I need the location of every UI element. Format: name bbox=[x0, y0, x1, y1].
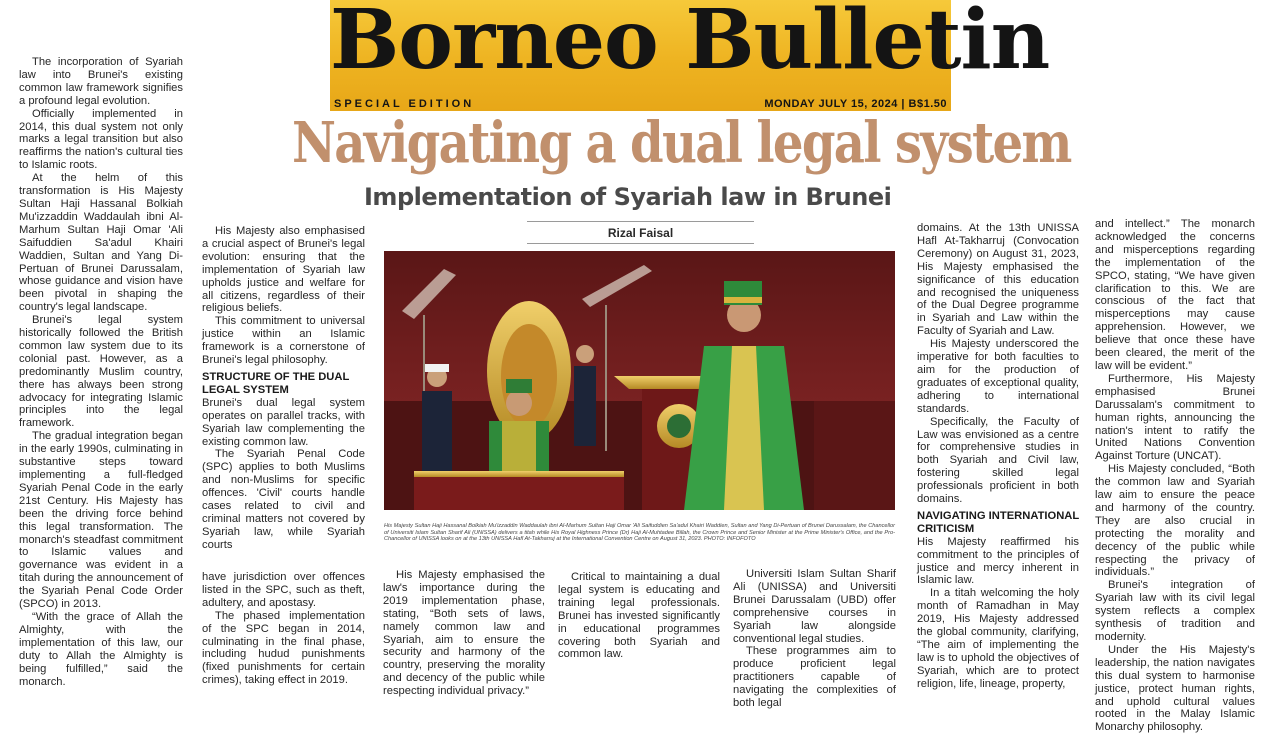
paragraph: His Majesty underscored the imperative for both faculties to aim for the production of graduates of exceptional quality, adhering to international standards. bbox=[917, 338, 1079, 415]
masthead bbox=[330, 0, 1050, 111]
paragraph: Critical to maintaining a dual legal system is educating and training legal professionals. Brunei has invested significantly in educational programmes covering both Syariah and common law. bbox=[558, 571, 720, 661]
article-column-3 bbox=[383, 569, 545, 698]
byline-rule-bottom bbox=[527, 243, 754, 244]
photo-caption: His Majesty Sultan Haji Hassanal Bolkiah Mu'izzaddin Waddaulah ibni Al-Marhum Sultan Haji Omar 'Ali Saifuddien Sa'adul Khairi Waddien, Sultan and Yang Di-Pertuan of Brunei Darussalam, the Chancellor of Universiti Islam Sultan Sharif Ali (UNISSA) delivers a titah while His Royal Highness Prince (Dr) Haji Al-Muhtadee Billah, the Crown Prince and Senior Minister at the Prime Minister's Office, and the Pro-Chancellor of UNISSA looks on at the 13th UNISSA Hafl At-Takharruj at the International Convention Centre on August 31, 2023. PHOTO: INFOFOTO bbox=[384, 523, 895, 543]
paragraph: domains. At the 13th UNISSA Hafl At-Takharruj (Convocation Ceremony) on August 31, 2023, His Majesty emphasised the significance of this education and recognised the uniqueness of the Dual Degree programme in Syariah and Law within the Faculty of Syariah and Law. bbox=[917, 222, 1079, 338]
byline: Rizal Faisal bbox=[607, 226, 674, 240]
section-heading-criticism: NAVIGATING INTERNATIONAL CRITICISM bbox=[917, 509, 1080, 535]
paragraph: The incorporation of Syariah law into Brunei's existing common law framework signifies a profound legal evolution. bbox=[19, 56, 183, 107]
headline: Navigating a dual legal system bbox=[292, 110, 1071, 176]
paragraph: Officially implemented in 2014, this dual system not only marks a legal transition but also reaffirms the nation's cultural ties to Islamic roots. bbox=[19, 107, 183, 172]
paragraph: Brunei's integration of Syariah law with its civil legal system reflects a complex synthesis of tradition and modernity. bbox=[1095, 579, 1255, 643]
paragraph: The gradual integration began in the early 1990s, culminating in substantive steps toward implementing a full-fledged Syariah Penal Code in the early 21st Century. His Majesty has been the driving force behind this legal transformation. The monarch's steadfast commitment to Islamic values and governance was evident in a titah during the announcement of the Syariah Penal Code Order (SPCO) in 2013. bbox=[19, 430, 183, 611]
paragraph: His Majesty concluded, “Both the common law and Syariah law aim to ensure the peace and harmony of the country. They are also crucial in protecting the morality and decency of the public while respecting the privacy of individuals.” bbox=[1095, 463, 1255, 579]
paragraph: “With the grace of Allah the Almighty, with the implementation of this law, our duty to Allah the Almighty is being fulfilled,” said the monarch. bbox=[19, 610, 183, 688]
paragraph: and intellect.” The monarch acknowledged the concerns and misperceptions regarding the implementation of the SPCO, stating, “We have given clarification to this. We are conscious of the fact that misperceptions may cause apprehension. However, we believe that once these have been cleared, the merit of the law will be evident.” bbox=[1095, 218, 1255, 372]
paragraph: His Majesty also emphasised a crucial aspect of Brunei's legal evolution: ensuring that the implementation of Syariah law upholds justice and welfare for all citizens, regardless of their religious beliefs. bbox=[202, 225, 365, 315]
paragraph: Specifically, the Faculty of Law was envisioned as a centre for comprehensive studies in both Syariah and Civil law, fostering skilled legal professionals proficient in both domains. bbox=[917, 415, 1079, 506]
section-heading-structure: STRUCTURE OF THE DUAL LEGAL SYSTEM bbox=[202, 370, 350, 396]
article-column-2 bbox=[202, 225, 365, 552]
paragraph: His Majesty reaffirmed his commitment to the principles of justice and mercy inherent in Islamic law. bbox=[917, 535, 1079, 587]
article-column-4 bbox=[558, 571, 720, 661]
article-column-2-continued bbox=[202, 571, 365, 687]
paragraph: have jurisdiction over offences listed in the SPC, such as theft, adultery, and apostasy. bbox=[202, 571, 365, 609]
paragraph: Brunei's legal system historically followed the British common law system due to its colonial past. However, as a predominantly Muslim country, there has always been strong advocacy for integrating Islamic principles into the legal framework. bbox=[19, 314, 183, 430]
byline-rule-top bbox=[527, 221, 754, 222]
article-column-7 bbox=[1095, 218, 1255, 734]
ceremony-photo bbox=[384, 251, 895, 510]
paragraph: His Majesty emphasised the law's importance during the 2019 implementation phase, stating, “Both sets of laws, namely common law and Syariah, aim to ensure the security and harmony of the country, preserving the morality and decency of the public while respecting individual privacy.” bbox=[383, 569, 545, 698]
subheadline: Implementation of Syariah law in Brunei bbox=[364, 183, 892, 211]
paragraph: Furthermore, His Majesty emphasised Brunei Darussalam's commitment to human rights, announcing the nation's intent to ratify the United Nations Convention Against Torture (UNCAT). bbox=[1095, 372, 1255, 463]
paragraph: This commitment to universal justice within an Islamic framework is a cornerstone of Brunei's legal philosophy. bbox=[202, 315, 365, 367]
article-column-5 bbox=[733, 568, 896, 710]
article-column-6 bbox=[917, 222, 1079, 691]
article-column-1 bbox=[19, 56, 183, 688]
paragraph: The phased implementation of the SPC began in 2014, culminating in the final phase, including hudud punishments (fixed punishments for certain crimes), taking effect in 2019. bbox=[202, 609, 365, 687]
edition-label: SPECIAL EDITION bbox=[334, 98, 475, 110]
paragraph: The Syariah Penal Code (SPC) applies to both Muslims and non-Muslims for specific offences. 'Civil' courts handle cases related to civil and criminal matters not covered by Syariah law, while Syariah courts bbox=[202, 448, 365, 551]
paragraph: In a titah welcoming the holy month of Ramadhan in May 2019, His Majesty addressed the global community, clarifying, “The aim of implementing the law is to uphold the objectives of Syariah, which are to protect religion, life, lineage, property, bbox=[917, 587, 1079, 690]
paragraph: Universiti Islam Sultan Sharif Ali (UNISSA) and Universiti Brunei Darussalam (UBD) offer comprehensive courses in Syariah law alongside conventional legal studies. bbox=[733, 568, 896, 645]
paragraph: These programmes aim to produce proficient legal practitioners capable of navigating the complexities of both legal bbox=[733, 645, 896, 710]
paragraph: Under the His Majesty's leadership, the nation navigates this dual system to harmonise justice, protect human rights, and uphold cultural values rooted in the Malay Islamic Monarchy philosophy. bbox=[1095, 643, 1255, 734]
dateline: MONDAY JULY 15, 2024 | B$1.50 bbox=[764, 98, 947, 110]
paragraph: At the helm of this transformation is His Majesty Sultan Haji Hassanal Bolkiah Mu'izzaddin Waddaulah ibni Al-Marhum Sultan Haji Omar 'Ali Saifuddien Sa'adul Khairi Waddien, Sultan and Yang Di-Pertuan of Brunei Darussalam, whose guidance and vision have been pivotal in shaping the country's legal landscape. bbox=[19, 172, 183, 314]
paragraph: Brunei's dual legal system operates on parallel tracks, with Syariah law complementing the existing common law. bbox=[202, 396, 365, 448]
newspaper-name: Borneo Bulletin bbox=[330, 0, 1050, 88]
